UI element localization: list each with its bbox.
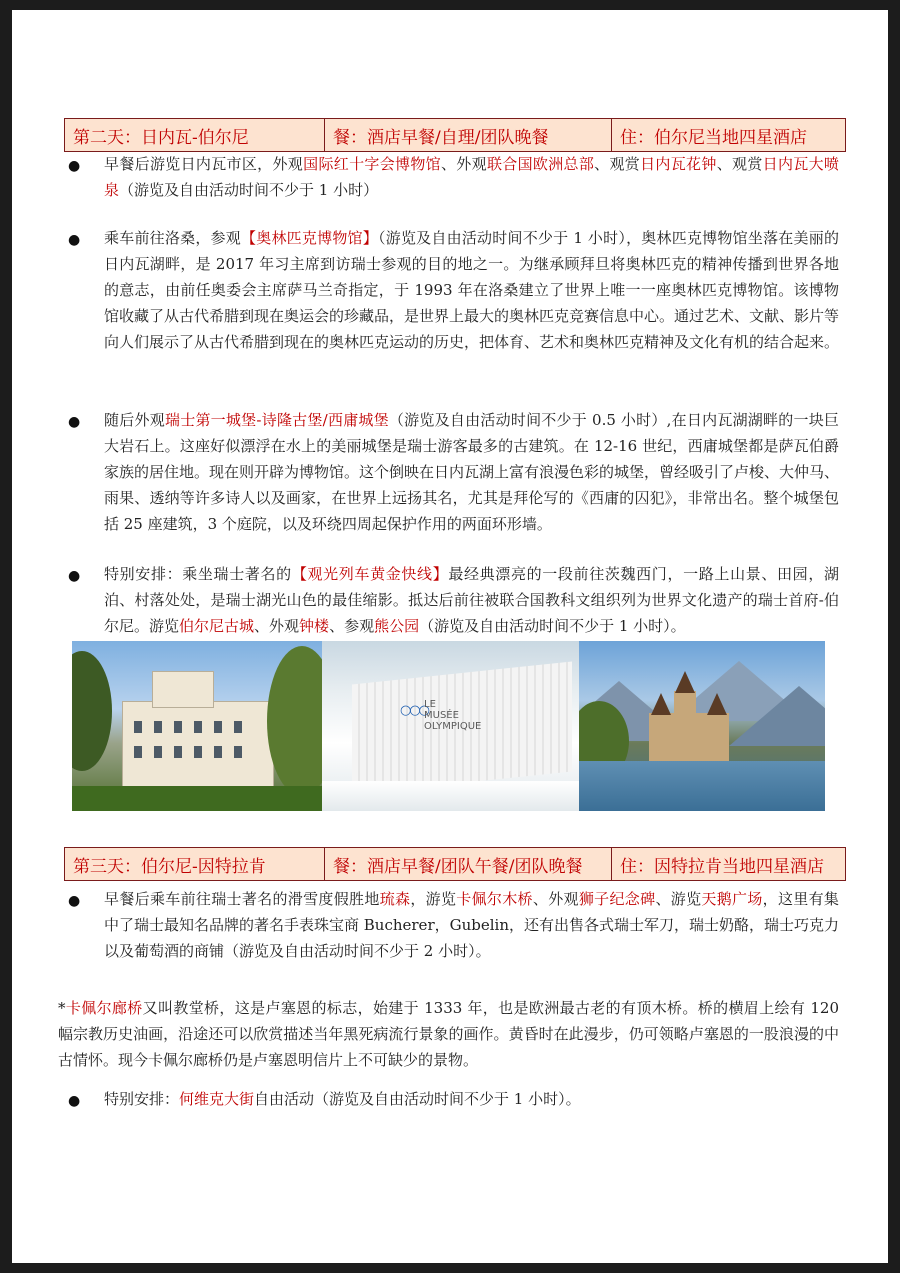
highlight-text: 瑞士第一城堡-诗隆古堡/西庸城堡 xyxy=(164,411,389,429)
body-text: （游览及自由活动时间不少于 1 小时） xyxy=(119,181,379,199)
body-text: 、外观 xyxy=(254,617,300,635)
bullet-icon: ● xyxy=(68,893,81,909)
highlight-text: 日内瓦大喷泉 xyxy=(104,155,839,199)
highlight-text: 伯尔尼古城 xyxy=(179,617,255,635)
body-text: 、外观 xyxy=(440,155,487,173)
body-text: 、参观 xyxy=(329,617,375,635)
day3-meals: 餐：酒店早餐/团队午餐/团队晚餐 xyxy=(325,848,612,880)
body-text: 特别安排：乘坐瑞士著名的 xyxy=(104,565,292,583)
body-text: 、外观 xyxy=(532,890,579,908)
highlight-text: 熊公园 xyxy=(374,617,420,635)
body-text: （游览及自由活动时间不少于 1 小时），奥林匹克博物馆坐落在美丽的日内瓦湖畔，是 2017 年习主席到访瑞士参观的目的地之一。为继承顾拜旦将奥林匹克的精神传播到世界各地的意志，由前任奥委会主席萨马兰奇指定，于 1993 年在洛桑建立了世界上唯一一座奥林匹克博物馆。该博物馆收藏了从古代希腊到现在奥运会的珍藏品，是世界上最大的奥林匹克竞赛信息中心。通过艺术、文献、影片等向人们展示了从古代希腊到现在的奥林匹克运动的历史，把体育、艺术和奥林匹克精神及文化有机的结合起来。 xyxy=(104,229,840,351)
highlight-text: 钟楼 xyxy=(299,617,330,635)
bullet-icon: ● xyxy=(68,414,81,430)
body-text: （游览及自由活动时间不少于 1 小时）。 xyxy=(419,617,686,635)
day2-item-chillon-castle xyxy=(104,407,839,537)
highlight-text: 国际红十字会博物馆 xyxy=(303,155,441,173)
day3-item-lucerne xyxy=(104,886,839,964)
highlight-text: 天鹅广场 xyxy=(701,890,763,908)
body-text: 、观赏 xyxy=(716,155,763,173)
photo-olympic-museum: ○○○ LE MUSÉE OLYMPIQUE xyxy=(322,641,579,811)
body-text: 早餐后游览日内瓦市区，外观 xyxy=(104,155,304,173)
body-text: * xyxy=(58,999,66,1017)
day3-item-hoeheweg xyxy=(104,1086,839,1112)
chapel-bridge-note xyxy=(58,995,839,1073)
photo-chillon-castle xyxy=(579,641,825,811)
body-text: 自由活动（游览及自由活动时间不少于 1 小时）。 xyxy=(254,1090,581,1108)
day3-header xyxy=(64,847,846,881)
highlight-text: 狮子纪念碑 xyxy=(578,890,656,908)
itinerary-page xyxy=(12,10,888,1263)
day2-title: 第二天：日内瓦-伯尔尼 xyxy=(65,119,325,151)
photo-geneva-building xyxy=(72,641,322,811)
body-text: ，游览 xyxy=(410,890,457,908)
highlight-text: 何维克大街 xyxy=(179,1090,255,1108)
highlight-text: 卡佩尔木桥 xyxy=(456,890,533,908)
body-text: （游览及自由活动时间不少于 0.5 小时）,在日内瓦湖湖畔的一块巨大岩石上。这座好似漂浮在水上的美丽城堡是瑞士游客最多的古建筑。在 12-16 世纪，西庸城堡都是萨瓦伯爵家族的居住地。现在则开辟为博物馆。这个倒映在日内瓦湖上富有浪漫色彩的城堡，曾经吸引了卢梭、大仲马、雨果、透纳等许多诗人以及画家，在世界上远扬其名，尤其是拜伦写的《西庸的囚犯》，非常出名。整个城堡包括 25 座建筑，3 个庭院，以及环绕四周起保护作用的两面环形墙。 xyxy=(104,411,840,533)
body-text: 、游览 xyxy=(655,890,702,908)
day2-item-olympic-museum xyxy=(104,225,839,355)
musee-line1: LE xyxy=(424,699,436,710)
body-text: 、观赏 xyxy=(594,155,641,173)
bullet-icon: ● xyxy=(68,158,81,174)
day2-item-golden-pass xyxy=(104,561,839,639)
bullet-icon: ● xyxy=(68,1093,81,1109)
bullet-icon: ● xyxy=(68,232,81,248)
body-text: 最经典漂亮的一段前往茨魏西门，一路上山景、田园，湖泊、村落处处，是瑞士湖光山色的最佳缩影。抵达后前往被联合国教科文组织列为世界文化遗产的瑞士首府-伯尔尼。游览 xyxy=(104,565,839,635)
day2-item-geneva xyxy=(104,151,839,203)
highlight-text: 【奥林匹克博物馆】 xyxy=(241,229,378,247)
day2-hotel: 住：伯尔尼当地四星酒店 xyxy=(620,127,807,148)
body-text: 乘车前往洛桑，参观 xyxy=(104,229,241,247)
body-text: 又叫教堂桥，这是卢塞恩的标志，始建于 1333 年，也是欧洲最古老的有顶木桥。桥的横眉上绘有 120 幅宗教历史油画，沿途还可以欣赏描述当年黑死病流行景象的画作。黄昏时在此漫步，仍可领略卢塞恩的一股浪漫的中古情怀。现今卡佩尔廊桥仍是卢塞恩明信片上不可缺少的景物。 xyxy=(58,999,839,1069)
body-text: 随后外观 xyxy=(104,411,165,429)
body-text: ，这里有集中了瑞士最知名品牌的著名手表珠宝商 Bucherer，Gubelin，还有出售各式瑞士军刀，瑞士奶酪，瑞士巧克力以及葡萄酒的商铺（游览及自由活动时间不少于 2 小时）。 xyxy=(104,890,839,960)
photo-strip xyxy=(72,641,825,811)
highlight-text: 【观光列车黄金快线】 xyxy=(291,565,449,583)
musee-line2: MUSÉE xyxy=(424,710,459,721)
day2-meals: 餐：酒店早餐/自理/团队晚餐 xyxy=(325,119,612,151)
highlight-text: 琉森 xyxy=(379,890,411,908)
highlight-text: 卡佩尔廊桥 xyxy=(65,999,143,1017)
body-text: 早餐后乘车前往瑞士著名的滑雪度假胜地 xyxy=(104,890,380,908)
day3-hotel: 住：因特拉肯当地四星酒店 xyxy=(620,856,824,877)
body-text: 特别安排： xyxy=(104,1090,180,1108)
bullet-icon: ● xyxy=(68,568,81,584)
day3-title: 第三天：伯尔尼-因特拉肯 xyxy=(65,848,325,880)
highlight-text: 联合国欧洲总部 xyxy=(486,155,595,173)
musee-line3: OLYMPIQUE xyxy=(424,721,482,732)
day2-header xyxy=(64,118,846,152)
highlight-text: 日内瓦花钟 xyxy=(640,155,717,173)
